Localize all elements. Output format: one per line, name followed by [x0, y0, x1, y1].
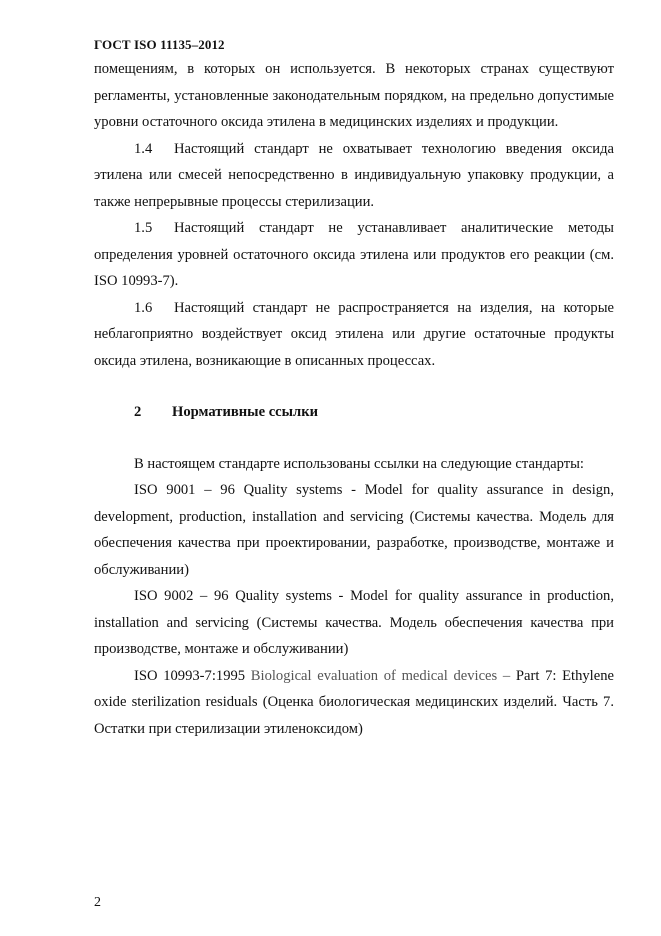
reference-code: ISO 10993-7:1995 [134, 667, 246, 684]
paragraph-text: Настоящий стандарт не охватывает технологию введения оксида этилена или смесей непосредственно в индивидуальную упаковку продукции, а также непрерывные процессы стерилизации. [94, 140, 614, 210]
reference-iso-9002: ISO 9002 – 96 Quality systems - Model for quality assurance in production, installation and servicing (Системы качества. Модель обеспечения качества при производстве, монтаже и обслуживании) [94, 588, 614, 657]
paragraph-text: Настоящий стандарт не распространяется на изделия, на которые неблагоприятно воздействует оксид этилена или другие остаточные продукты оксида этилена, возникающие в описанных процессах. [94, 299, 614, 369]
paragraph-1-4 [94, 136, 614, 216]
document-header: ГОСТ ISO 11135–2012 [94, 37, 225, 52]
paragraph-1-5 [94, 215, 614, 295]
section-number: 2 [134, 404, 142, 420]
paragraph-number: 1.5 [134, 220, 153, 236]
section-heading-2 [94, 399, 614, 426]
paragraph-text: Настоящий стандарт не устанавливает аналитические методы определения уровней остаточного оксида этилена или продуктов его реакции (см. ISO 10993-7). [94, 220, 614, 289]
section-intro: В настоящем стандарте использованы ссылки на следующие стандарты: [134, 455, 584, 472]
paragraph-continuation: помещениям, в которых он используется. В некоторых странах существуют регламенты, установленные законодательным порядком, на предельно допустимые уровни остаточного оксида этилена в медицинских изделиях и продукции. [94, 61, 614, 130]
paragraph-number: 1.6 [134, 299, 153, 316]
reference-title-rest: Part 7: Ethylene oxide sterilization residuals (Оценка биологическая медицинских изделий. Часть 7. Остатки при стерилизации этиленоксидом) [94, 667, 614, 737]
document-body [94, 56, 614, 742]
page-number: 2 [94, 895, 101, 910]
paragraph-number: 1.4 [134, 140, 153, 157]
reference-iso-9001: ISO 9001 – 96 Quality systems - Model for quality assurance in design, development, production, installation and servicing (Системы качества. Модель для обеспечения качества при проектировании, разработке, производстве, монтаже и обслуживании) [94, 482, 614, 578]
section-title: Нормативные ссылки [172, 404, 319, 420]
reference-title-part: Biological evaluation of medical devices – [250, 667, 511, 684]
paragraph-1-6 [94, 295, 614, 375]
reference-iso-10993-7 [94, 663, 614, 743]
